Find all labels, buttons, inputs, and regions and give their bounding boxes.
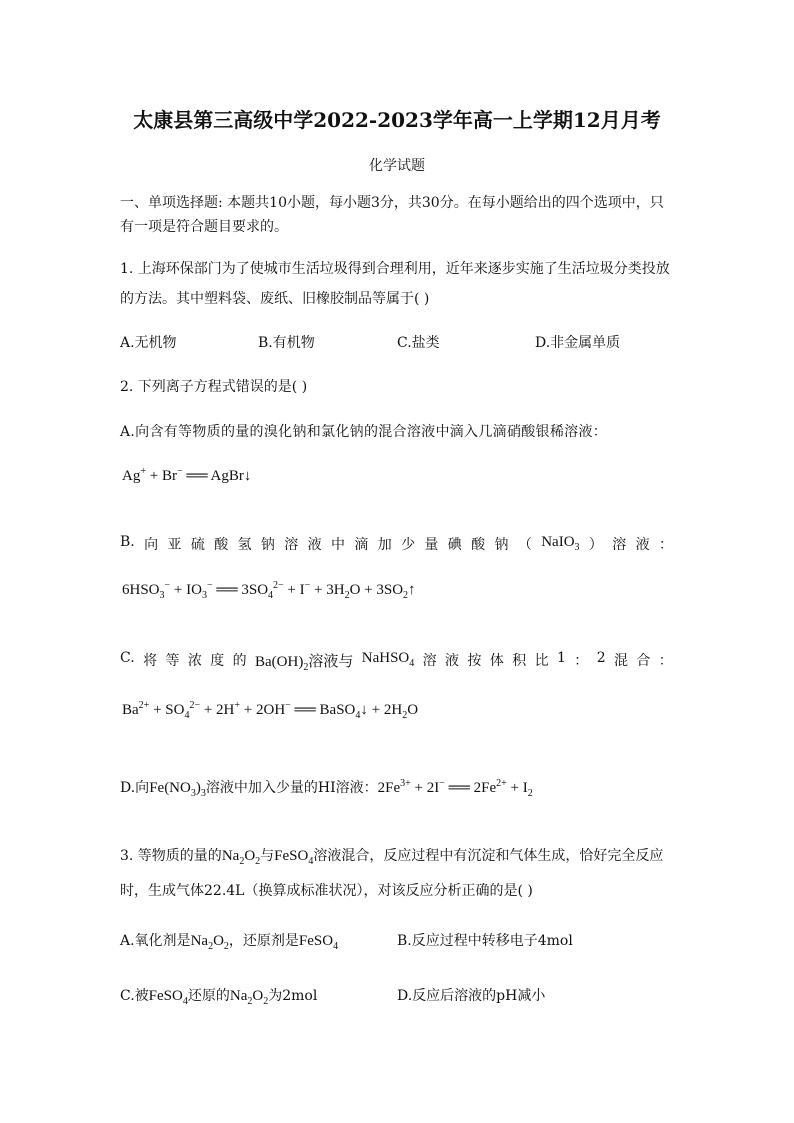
- q3-option-b: B.反应过程中转移电子4mol: [397, 933, 573, 949]
- q2-option-c-equation: $Ba^{2+} + SO_4^{2-} + 2H^+ + 2OH^-$ ══ BaSO$_4$↓ + $2H_2O$: [122, 700, 419, 721]
- q2-option-a-equation: Ag+ + Br− ══ AgBr↓: [122, 466, 252, 484]
- q1-option-c: C.盐类: [397, 335, 440, 351]
- q3-option-c: C.被FeSO$_4$还原的$Na_2O_2$为2mol: [120, 988, 318, 1007]
- q2-stem: 2. 下列离子方程式错误的是( ): [120, 379, 308, 395]
- q1-option-d: D.非金属单质: [535, 335, 621, 351]
- q2-option-d: D.向$Fe(NO_3)_3$溶液中加入少量的HI溶液：$2Fe^{3+} + 2I^-$ ══ $2Fe^{2+} + I_2$: [120, 778, 533, 799]
- section-instructions-line1: 一、单项选择题: 本题共10小题，每小题3分，共30分。在每小题给出的四个选项中，只: [120, 195, 664, 211]
- q2-option-d-equation: $2Fe^{3+} + 2I^-$ ══ $2Fe^{2+} + I_2$: [377, 778, 533, 799]
- q2-option-c-text: C. 将 等 浓 度 的 $Ba(OH)_2$溶液与 NaHSO$_4$ 溶 液 按 体 积 比 1 ： 2 混 合 ：: [120, 650, 673, 673]
- q2-option-b-text: B. 向 亚 硫 酸 氢 钠 溶 液 中 滴 加 少 量 碘 酸 钠 （ NaIO$_3$ ） 溶 液 ：: [120, 534, 673, 553]
- q2-option-b-equation: $6HSO_3^- + IO_3^-$ ══ $3SO_4^{2-} + I^- + 3H_2O$ + $3SO_2↑$: [122, 580, 416, 601]
- q3-stem-line2: 时，生成气体22.4L（换算成标准状况），对该反应分析正确的是( ): [120, 883, 533, 899]
- page-subtitle: 化学试题: [369, 158, 425, 174]
- q3-option-a: A.氧化剂是$Na_2O_2$，还原剂是FeSO$_4$: [120, 933, 339, 952]
- q1-option-a: A.无机物: [120, 335, 177, 351]
- q1-option-b: B.有机物: [258, 335, 315, 351]
- q3-stem-line1: 3. 等物质的量的$Na_2O_2$与FeSO$_4$溶液混合，反应过程中有沉淀和气体生成，恰好完全反应: [120, 848, 664, 867]
- page-title: 太康县第三高级中学2022-2023学年高一上学期12月月考: [133, 108, 661, 132]
- q1-stem-line1: 1. 上海环保部门为了使城市生活垃圾得到合理利用，近年来逐步实施了生活垃圾分类投放: [120, 261, 670, 277]
- q2-option-a-text: A.向含有等物质的量的溴化钠和氯化钠的混合溶液中滴入几滴硝酸银稀溶液：: [120, 424, 608, 440]
- section-instructions-line2: 有一项是符合题目要求的。: [120, 219, 288, 235]
- q1-stem-line2: 的方法。其中塑料袋、废纸、旧橡胶制品等属于( ): [120, 291, 430, 307]
- q3-option-d: D.反应后溶液的pH减小: [397, 988, 546, 1004]
